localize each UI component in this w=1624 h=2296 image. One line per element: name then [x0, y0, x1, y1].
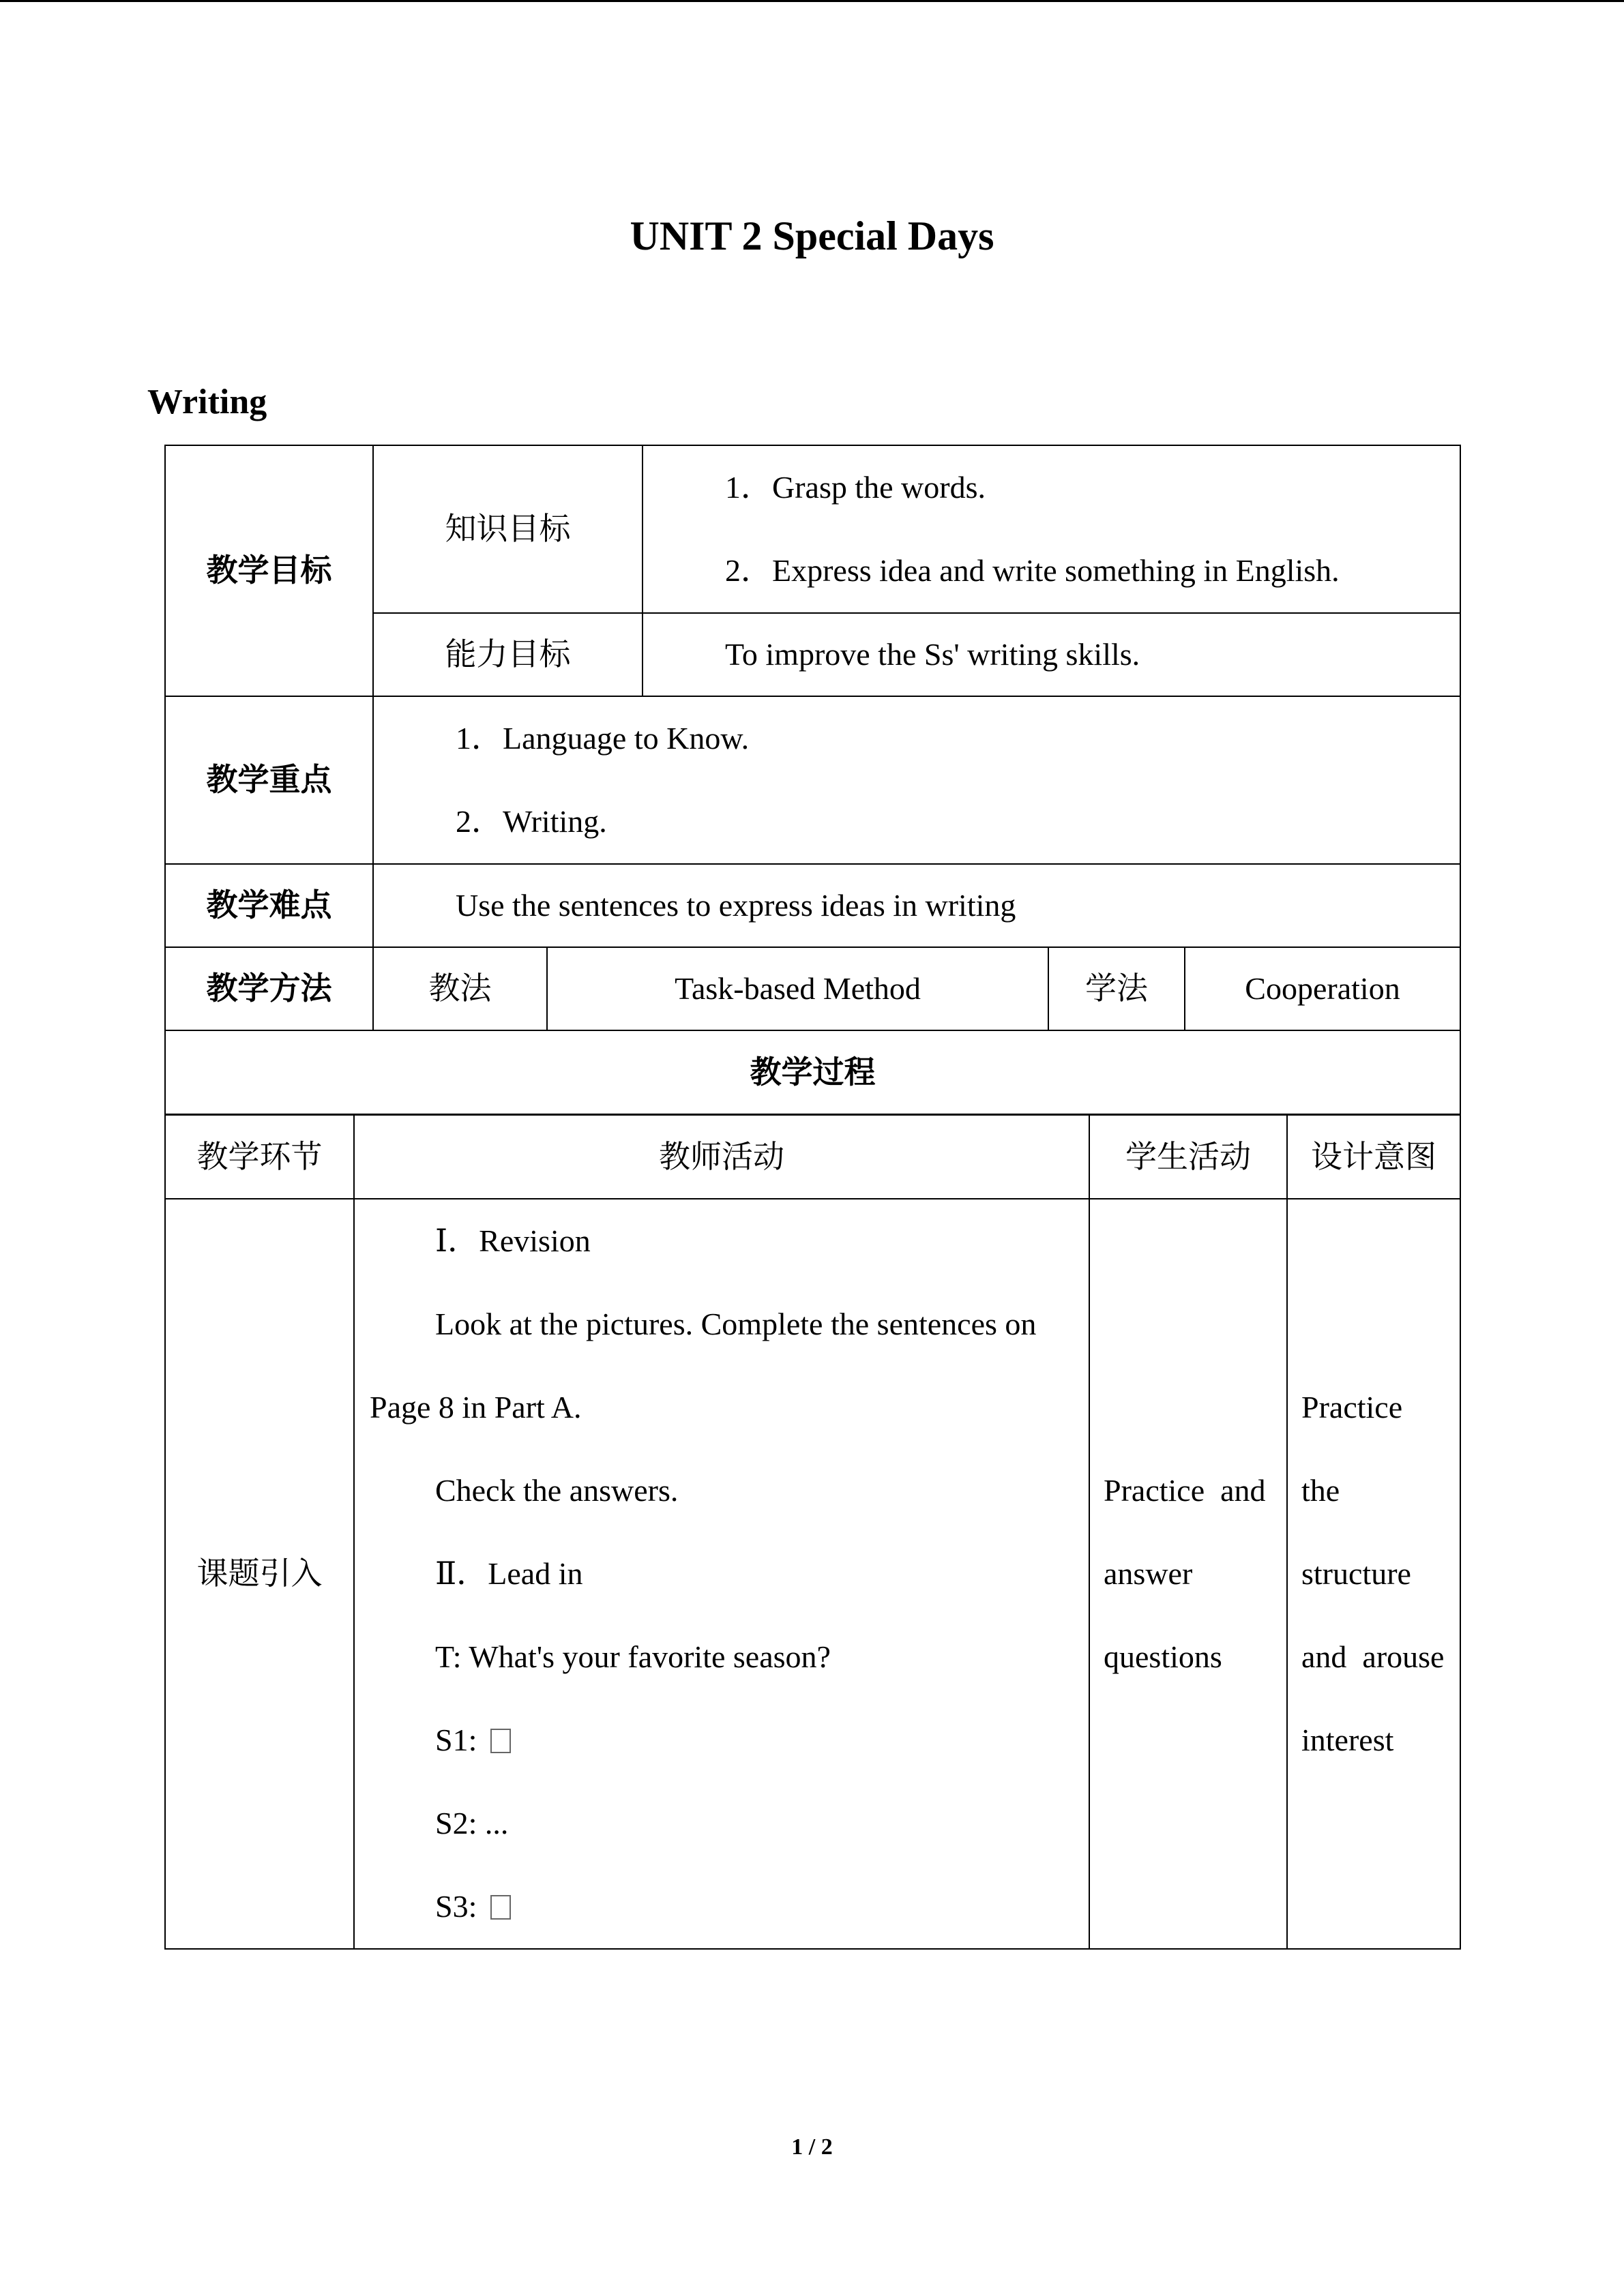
page-number: 1 / 2	[791, 2134, 833, 2160]
teacher-activity-header: 教师活动	[354, 1115, 1089, 1199]
student-line: answer	[1104, 1556, 1193, 1591]
difficulties-label: 教学难点	[165, 864, 373, 947]
intent-line: Practice	[1301, 1390, 1403, 1425]
methods-row	[165, 947, 1460, 1030]
section-heading: Writing	[147, 383, 267, 421]
methods-label: 教学方法	[165, 947, 373, 1030]
design-intent-header: 设计意图	[1287, 1115, 1460, 1199]
teacher-line-s1	[370, 1699, 1089, 1782]
placeholder-box-icon	[490, 1729, 511, 1753]
student-activity-cell	[1089, 1199, 1287, 1949]
teacher-line: Ⅰ．Revision	[435, 1223, 591, 1258]
difficulties-text: Use the sentences to express ideas in writing	[373, 864, 1460, 947]
teacher-line-text: S1:	[435, 1723, 485, 1757]
key-points-row	[165, 696, 1460, 864]
learning-method-value: Cooperation	[1185, 947, 1460, 1030]
intent-line: interest	[1301, 1723, 1394, 1757]
knowledge-item: 1．Grasp the words.	[725, 470, 986, 505]
ability-objective-label: 能力目标	[373, 613, 643, 696]
key-points-items	[373, 696, 1460, 864]
teacher-line: Ⅱ．Lead in	[435, 1556, 583, 1591]
knowledge-objective-row	[165, 445, 1460, 613]
teacher-line: S2: ...	[435, 1806, 509, 1840]
key-points-label: 教学重点	[165, 696, 373, 864]
ability-objective-text: To improve the Ss' writing skills.	[643, 613, 1460, 696]
process-table	[164, 1114, 1461, 1950]
teaching-method-value: Task-based Method	[547, 947, 1048, 1030]
stage-label: 课题引入	[165, 1199, 354, 1949]
process-header-row	[165, 1115, 1460, 1199]
process-content-row	[165, 1199, 1460, 1949]
teacher-line-s3	[370, 1865, 1089, 1948]
knowledge-objective-items	[643, 445, 1460, 613]
objectives-label: 教学目标	[165, 445, 373, 696]
intent-line: and arouse	[1301, 1639, 1445, 1674]
teacher-line: T: What's your favorite season?	[435, 1639, 831, 1674]
student-line: Practice and	[1104, 1473, 1266, 1508]
process-title-row	[165, 1030, 1460, 1114]
student-activity-header: 学生活动	[1089, 1115, 1287, 1199]
intent-line: the	[1301, 1473, 1340, 1508]
page-top-border	[0, 0, 1624, 2]
design-intent-cell	[1287, 1199, 1460, 1949]
difficulties-row	[165, 864, 1460, 947]
teacher-line-text: S3:	[435, 1889, 485, 1924]
process-title: 教学过程	[165, 1030, 1460, 1114]
learning-method-label: 学法	[1048, 947, 1185, 1030]
teacher-line: Page 8 in Part A.	[370, 1390, 582, 1425]
student-line: questions	[1104, 1639, 1222, 1674]
key-point-item: 2．Writing.	[456, 804, 607, 839]
document-title: UNIT 2 Special Days	[630, 213, 994, 258]
placeholder-box-icon	[490, 1895, 511, 1920]
key-point-item: 1．Language to Know.	[456, 721, 750, 756]
intent-line: structure	[1301, 1556, 1411, 1591]
knowledge-item: 2．Express idea and write something in English.	[725, 553, 1340, 588]
lesson-info-table	[164, 445, 1461, 1115]
stage-header: 教学环节	[165, 1115, 354, 1199]
teacher-activity-cell	[354, 1199, 1089, 1949]
teaching-method-label: 教法	[373, 947, 547, 1030]
knowledge-objective-label: 知识目标	[373, 445, 643, 613]
teacher-line: Check the answers.	[435, 1473, 679, 1508]
teacher-line: Look at the pictures. Complete the sentences on	[435, 1307, 1037, 1341]
